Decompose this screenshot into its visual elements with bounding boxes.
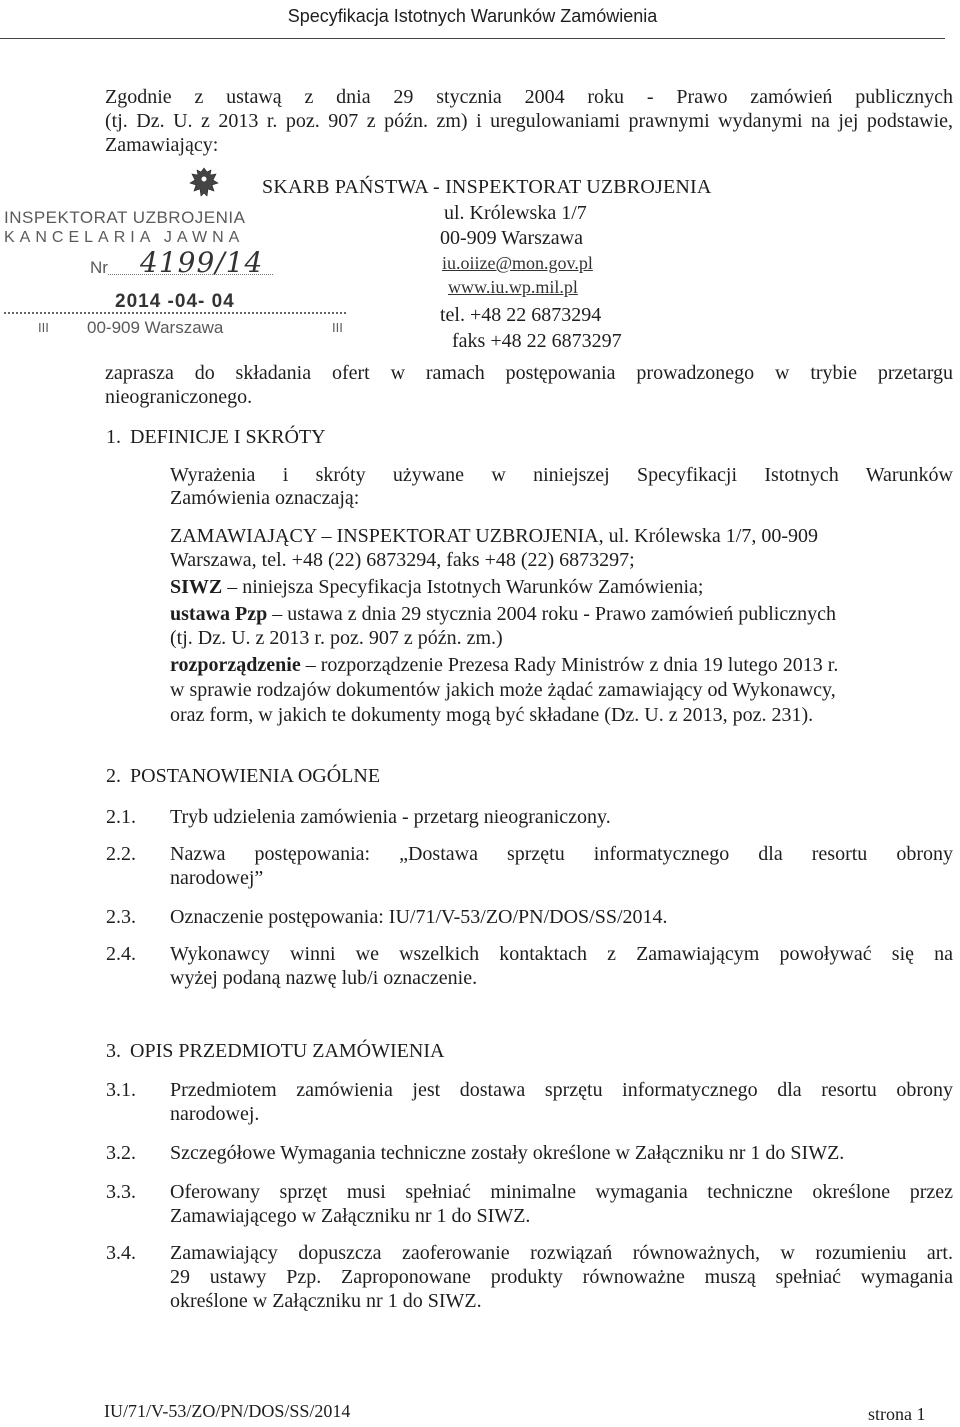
section-1-title: DEFINICJE I SKRÓTY [130, 426, 326, 448]
item-2-2-text-cont: narodowej” [170, 867, 264, 889]
institution-city: 00-909 Warszawa [440, 227, 583, 249]
item-3-4-text-cont-1: 29 ustawy Pzp. Zaproponowane produkty równoważne muszą spełniać wymagania [170, 1266, 953, 1288]
definition-term: SIWZ [170, 576, 223, 598]
stamp-dotted-line [4, 312, 346, 314]
item-3-4-text: Zamawiający dopuszcza zaoferowanie rozwiązań równoważnych, w rozumieniu art. [170, 1242, 953, 1264]
definition-term: rozporządzenie [170, 654, 301, 676]
definition-term: ZAMAWIAJĄCY [170, 525, 317, 547]
definition-ustawa-pzp-cont: (tj. Dz. U. z 2013 r. poz. 907 z późn. zm.) [170, 627, 503, 649]
intro-line-1: Zgodnie z ustawą z dnia 29 stycznia 2004 roku - Prawo zamówień publicznych [105, 86, 953, 108]
institution-street: ul. Królewska 1/7 [444, 202, 587, 224]
definition-rozporzadzenie-cont-1: w sprawie rodzajów dokumentów jakich może żądać zamawiający od Wykonawcy, [170, 679, 836, 701]
stamp-nr-value: 4199/14 [140, 246, 264, 279]
item-3-2-number: 3.2. [106, 1142, 136, 1164]
stamp-mark-left: III [38, 320, 49, 335]
stamp-date: 2014 -04- 04 [115, 291, 235, 312]
item-3-3-text-cont: Zamawiającego w Załączniku nr 1 do SIWZ. [170, 1205, 531, 1227]
definition-text: – rozporządzenie Prezesa Rady Ministrów z dnia 19 lutego 2013 r. [300, 654, 839, 676]
item-3-4-number: 3.4. [106, 1242, 136, 1264]
eagle-emblem-icon [188, 165, 220, 201]
institution-tel: tel. +48 22 6873294 [440, 304, 602, 326]
stamp-nr-label: Nr [90, 258, 108, 277]
definition-zamawiajacy-cont: Warszawa, tel. +48 (22) 6873294, faks +48 (22) 6873297; [170, 549, 635, 571]
definition-text: – ustawa z dnia 29 stycznia 2004 roku - Prawo zamówień publicznych [267, 603, 836, 625]
item-3-1-number: 3.1. [106, 1079, 136, 1101]
item-3-3-text: Oferowany sprzęt musi spełniać minimalne wymagania techniczne określone przez [170, 1181, 953, 1203]
item-2-2-number: 2.2. [106, 843, 136, 865]
header-title: Specyfikacja Istotnych Warunków Zamówienia [287, 6, 658, 26]
section-3-number: 3. [106, 1040, 121, 1062]
definition-text: – niniejsza Specyfikacja Istotnych Warunków Zamówienia; [222, 576, 704, 598]
item-2-4-text: Wykonawcy winni we wszelkich kontaktach z Zamawiającym powoływać się na [170, 943, 953, 965]
stamp-line-2: KANCELARIA JAWNA [4, 229, 245, 246]
item-3-1-text: Przedmiotem zamówienia jest dostawa sprzętu informatycznego dla resortu obrony [170, 1079, 953, 1101]
invite-line-1: zaprasza do składania ofert w ramach postępowania prowadzonego w trybie przetargu [105, 362, 953, 384]
section-3-title: OPIS PRZEDMIOTU ZAMÓWIENIA [130, 1040, 445, 1062]
definition-ustawa-pzp [170, 603, 836, 626]
item-2-4-number: 2.4. [106, 943, 136, 965]
institution-www[interactable]: www.iu.wp.mil.pl [448, 277, 578, 297]
item-3-1-text-cont: narodowej. [170, 1103, 260, 1125]
s1-intro-line-1: Wyrażenia i skróty używane w niniejszej Specyfikacji Istotnych Warunków [170, 464, 953, 486]
item-2-4-text-cont: wyżej podaną nazwę lub/i oznaczenie. [170, 967, 478, 989]
stamp-line-1: INSPEKTORAT UZBROJENIA [4, 208, 246, 227]
institution-email[interactable]: iu.oiize@mon.gov.pl [442, 253, 593, 273]
intro-line-2: (tj. Dz. U. z 2013 r. poz. 907 z późn. zm) i uregulowaniami prawnymi wydanymi na jej podstawie, [105, 110, 953, 132]
section-2-title: POSTANOWIENIA OGÓLNE [130, 765, 381, 787]
section-2-number: 2. [106, 765, 121, 787]
item-2-3-text: Oznaczenie postępowania: IU/71/V-53/ZO/PN/DOS/SS/2014. [170, 906, 668, 928]
stamp-mark-right: III [332, 320, 343, 335]
page-header [0, 0, 945, 39]
footer-reference: IU/71/V-53/ZO/PN/DOS/SS/2014 [104, 1401, 351, 1421]
invite-line-2: nieograniczonego. [105, 386, 253, 408]
footer-page-number: strona 1 [868, 1404, 926, 1424]
institution-name: SKARB PAŃSTWA - INSPEKTORAT UZBROJENIA [262, 176, 712, 198]
item-2-1-number: 2.1. [106, 806, 136, 828]
item-3-3-number: 3.3. [106, 1181, 136, 1203]
stamp-city: 00-909 Warszawa [87, 318, 224, 337]
item-2-1-text: Tryb udzielenia zamówienia - przetarg nieograniczony. [170, 806, 611, 828]
definition-rozporzadzenie-cont-2: oraz form, w jakich te dokumenty mogą być składane (Dz. U. z 2013, poz. 231). [170, 704, 814, 726]
definition-rozporzadzenie [170, 654, 838, 677]
item-2-3-number: 2.3. [106, 906, 136, 928]
item-3-4-text-cont-2: określone w Załączniku nr 1 do SIWZ. [170, 1290, 482, 1312]
definition-term: ustawa Pzp [170, 603, 268, 625]
definition-zamawiajacy [170, 525, 953, 548]
definition-siwz [170, 576, 703, 599]
section-1-number: 1. [106, 426, 121, 448]
item-3-2-text: Szczegółowe Wymagania techniczne zostały określone w Załączniku nr 1 do SIWZ. [170, 1142, 845, 1164]
intro-line-3: Zamawiający: [105, 134, 219, 156]
s1-intro-line-2: Zamówienia oznaczają: [170, 487, 360, 509]
institution-fax: faks +48 22 6873297 [452, 330, 622, 352]
definition-text: – INSPEKTORAT UZBROJENIA, ul. Królewska 1/7, 00-909 [316, 525, 819, 547]
item-2-2-text: Nazwa postępowania: „Dostawa sprzętu informatycznego dla resortu obrony [170, 843, 953, 865]
